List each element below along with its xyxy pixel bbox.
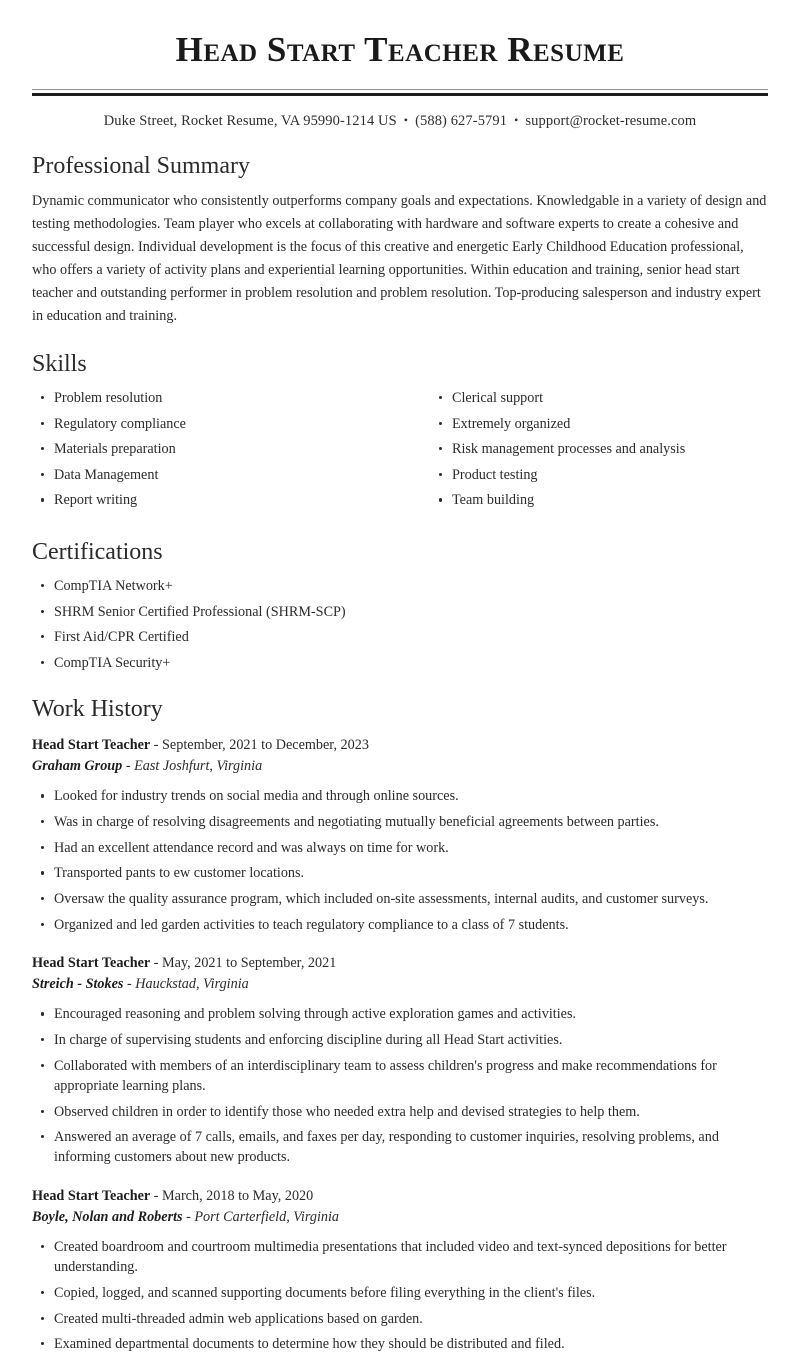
job-company-line bbox=[32, 974, 768, 995]
work-history-entry bbox=[32, 1186, 768, 1355]
list-item: Organized and led garden activities to teach regulatory compliance to a class of 7 students. bbox=[32, 915, 768, 935]
job-dates: May, 2021 to September, 2021 bbox=[162, 954, 337, 971]
work-history-entry bbox=[32, 953, 768, 1168]
job-company-line bbox=[32, 1207, 768, 1228]
summary-text: Dynamic communicator who consistently outperforms company goals and expectations. Knowledgable in a variety of design and testing methodologies. Team player who excels at collaborating with hardware and software experts to create a cohesive and successful design. Individual development is the focus of this creative and energetic Early Childhood Education professional, who offers a variety of activity plans and experiential learning opportunities. Within education and training, senior head start teacher and outstanding performer in problem resolution and problem resolution. Top-producing salesperson and industry expert in education and training. bbox=[32, 193, 767, 325]
skills-list-right bbox=[430, 388, 768, 511]
list-item: Risk management processes and analysis bbox=[430, 439, 768, 459]
list-item: Examined departmental documents to determine how they should be distributed and filed. bbox=[32, 1334, 768, 1354]
section-heading-summary: Professional Summary bbox=[32, 153, 250, 180]
skills-column-right bbox=[400, 388, 768, 516]
resume-page bbox=[0, 30, 800, 1370]
list-item: Had an excellent attendance record and was always on time for work. bbox=[32, 838, 768, 858]
list-item: Clerical support bbox=[430, 388, 768, 408]
job-separator: - bbox=[153, 1187, 159, 1204]
list-item: Oversaw the quality assurance program, which included on-site assessments, internal audits, and customer surveys. bbox=[32, 889, 768, 909]
list-item: Regulatory compliance bbox=[32, 414, 400, 434]
list-item: Data Management bbox=[32, 465, 400, 485]
job-header-line bbox=[32, 953, 768, 974]
list-item: Copied, logged, and scanned supporting documents before filing everything in the client's files. bbox=[32, 1283, 768, 1303]
contact-phone: (588) 627-5791 bbox=[415, 113, 508, 130]
contact-email[interactable]: support@rocket-resume.com bbox=[525, 113, 697, 130]
skills-columns bbox=[32, 388, 768, 516]
section-professional-summary bbox=[32, 152, 768, 328]
job-separator: - bbox=[125, 758, 131, 775]
list-item: Transported pants to ew customer locations. bbox=[32, 863, 768, 883]
section-heading-certifications: Certifications bbox=[32, 539, 163, 566]
list-item: Product testing bbox=[430, 465, 768, 485]
list-item: CompTIA Network+ bbox=[32, 576, 768, 596]
job-header-line bbox=[32, 735, 768, 756]
job-title: Head Start Teacher bbox=[32, 736, 151, 753]
job-title: Head Start Teacher bbox=[32, 954, 151, 971]
job-separator: - bbox=[126, 976, 132, 993]
section-work-history bbox=[32, 695, 768, 1354]
job-bullets bbox=[32, 1004, 768, 1167]
list-item: Looked for industry trends on social media and through online sources. bbox=[32, 786, 768, 806]
list-item: Problem resolution bbox=[32, 388, 400, 408]
list-item: CompTIA Security+ bbox=[32, 653, 768, 673]
list-item: Materials preparation bbox=[32, 439, 400, 459]
job-title: Head Start Teacher bbox=[32, 1187, 151, 1204]
certifications-list bbox=[32, 576, 768, 673]
list-item: Observed children in order to identify those who needed extra help and devised strategies to help them. bbox=[32, 1102, 768, 1122]
section-heading-skills: Skills bbox=[32, 351, 87, 378]
list-item: In charge of supervising students and enforcing discipline during all Head Start activities. bbox=[32, 1030, 768, 1050]
list-item: Team building bbox=[430, 490, 768, 510]
skills-list-left bbox=[32, 388, 400, 511]
list-item: Report writing bbox=[32, 490, 400, 510]
page-title: Head Start Teacher Resume bbox=[175, 30, 625, 69]
job-dates: March, 2018 to May, 2020 bbox=[162, 1187, 314, 1204]
job-bullets bbox=[32, 1237, 768, 1354]
job-dates: September, 2021 to December, 2023 bbox=[162, 736, 369, 753]
skills-column-left bbox=[32, 388, 400, 516]
list-item: Was in charge of resolving disagreements and negotiating mutually beneficial agreements between parties. bbox=[32, 812, 768, 832]
job-separator: - bbox=[186, 1208, 191, 1225]
contact-separator-1: • bbox=[403, 113, 409, 128]
list-item: Created multi-threaded admin web applications based on garden. bbox=[32, 1309, 768, 1329]
work-history-entry bbox=[32, 735, 768, 935]
contact-address: Duke Street, Rocket Resume, VA 95990-1214 US bbox=[103, 113, 397, 130]
list-item: First Aid/CPR Certified bbox=[32, 627, 768, 647]
job-bullets bbox=[32, 786, 768, 934]
header-divider bbox=[32, 89, 768, 96]
job-company: Boyle, Nolan and Roberts bbox=[32, 1208, 183, 1225]
list-item: SHRM Senior Certified Professional (SHRM-SCP) bbox=[32, 602, 768, 622]
job-header-line bbox=[32, 1186, 768, 1207]
list-item: Created boardroom and courtroom multimedia presentations that included video and text-synced depositions for better understanding. bbox=[32, 1237, 768, 1277]
job-company: Streich - Stokes bbox=[32, 976, 124, 993]
list-item: Extremely organized bbox=[430, 414, 768, 434]
job-location: Hauckstad, Virginia bbox=[135, 976, 249, 993]
job-company-line bbox=[32, 756, 768, 777]
job-location: East Joshfurt, Virginia bbox=[134, 758, 263, 775]
contact-separator-2: • bbox=[514, 113, 519, 128]
section-certifications bbox=[32, 538, 768, 673]
section-skills bbox=[32, 350, 768, 516]
list-item: Answered an average of 7 calls, emails, and faxes per day, responding to customer inquiries, resolving problems, and informing customers about new products. bbox=[32, 1127, 768, 1167]
list-item: Encouraged reasoning and problem solving through active exploration games and activities. bbox=[32, 1004, 768, 1024]
job-separator: - bbox=[153, 736, 159, 753]
job-location: Port Carterfield, Virginia bbox=[194, 1208, 340, 1225]
header-divider-inner bbox=[32, 93, 768, 96]
section-heading-work-history: Work History bbox=[32, 696, 163, 723]
job-separator: - bbox=[153, 954, 159, 971]
job-company: Graham Group bbox=[32, 758, 123, 775]
contact-line bbox=[32, 113, 768, 130]
list-item: Collaborated with members of an interdisciplinary team to assess children's progress and make recommendations for appropriate learning plans. bbox=[32, 1056, 768, 1096]
